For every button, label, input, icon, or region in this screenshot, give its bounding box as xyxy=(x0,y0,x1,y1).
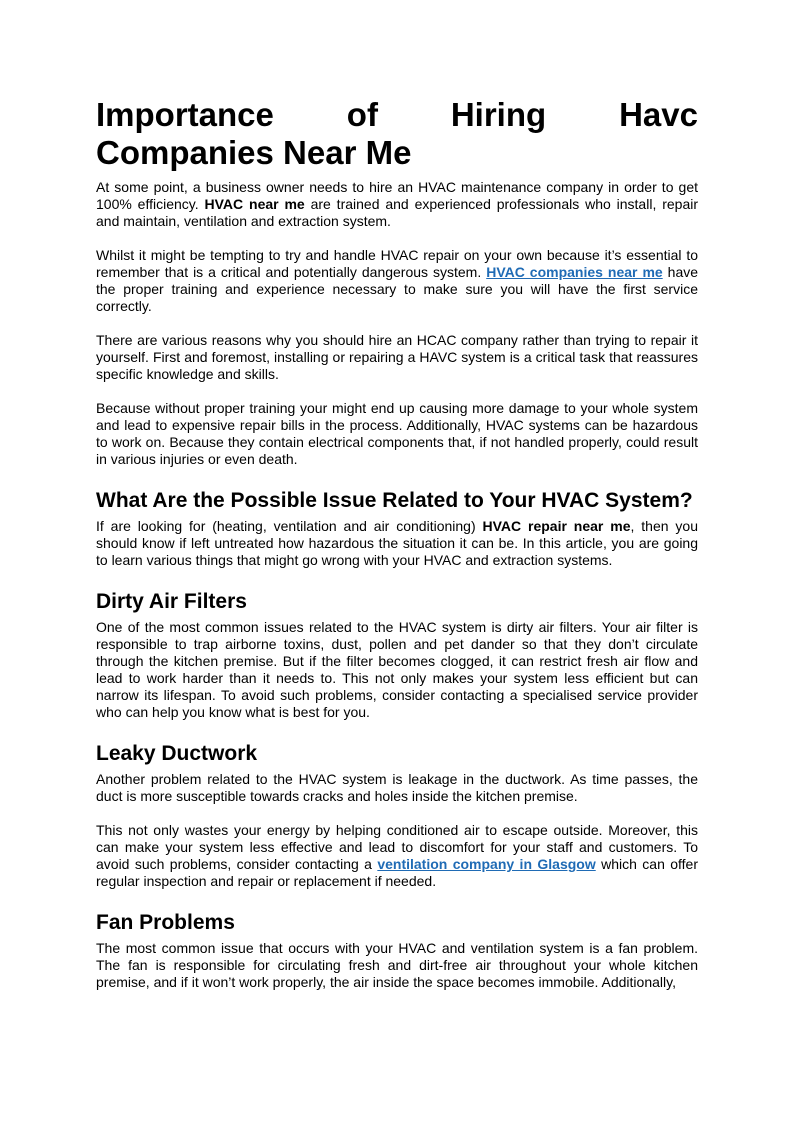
section-heading-fan: Fan Problems xyxy=(96,911,235,934)
issues-paragraph-1: If are looking for (heating, ventilation and air conditioning) HVAC repair near me, then you should know if left untreated how hazardous the situation it can be. In this article, you are going to learn various things that might go wrong with your HVAC and extraction systems. xyxy=(96,518,698,568)
bold-keyword: HVAC near me xyxy=(204,196,305,212)
page-title-line2: Companies Near Me xyxy=(96,134,412,171)
intro-paragraph-2: Whilst it might be tempting to try and handle HVAC repair on your own because it’s essential to remember that is a critical and potentially dangerous system. HVAC companies near me have the proper training and experience necessary to make sure you will have the first service correctly. xyxy=(96,247,699,314)
fan-paragraph-1: The most common issue that occurs with your HVAC and ventilation system is a fan problem. The fan is responsible for circulating fresh and dirt-free air throughout your whole kitchen premise, and if it won’t work properly, the air inside the space becomes immobile. Additionally, xyxy=(96,940,698,990)
title-word: of xyxy=(346,96,378,133)
ductwork-paragraph-1: Another problem related to the HVAC system is leakage in the ductwork. As time passes, the duct is more susceptible towards cracks and holes inside the kitchen premise. xyxy=(96,771,698,804)
section-heading-issues: What Are the Possible Issue Related to Your HVAC System? xyxy=(96,489,693,512)
document-page xyxy=(96,96,698,991)
title-word: Hiring xyxy=(450,96,547,133)
intro-paragraph-3: There are various reasons why you should hire an HCAC company rather than trying to repair it yourself. First and foremost, installing or repairing a HAVC system is a critical task that reassures specific knowledge and skills. xyxy=(96,332,698,382)
title-word: Importance xyxy=(96,96,274,133)
bold-keyword: HVAC repair near me xyxy=(482,518,631,534)
section-heading-filters: Dirty Air Filters xyxy=(96,590,247,613)
section-heading-ductwork: Leaky Ductwork xyxy=(96,742,258,765)
ventilation-company-link[interactable]: ventilation company in Glasgow xyxy=(377,856,596,872)
ductwork-paragraph-2: This not only wastes your energy by helping conditioned air to escape outside. Moreover, this can make your system less effective and lead to discomfort for your staff and customers. To avoid such problems, consider contacting a ventilation company in Glasgow which can offer regular inspection and repair or replacement if needed. xyxy=(96,822,699,889)
filters-paragraph-1: One of the most common issues related to the HVAC system is dirty air filters. Your air filter is responsible to trap airborne toxins, dust, pollen and pet dander so that they don’t circulate through the kitchen premise. But if the filter becomes clogged, it can restrict fresh air flow and lead to work harder than it needs to. This not only makes your system less efficient but can narrow its lifespan. To avoid such problems, consider contacting a specialised service provider who can help you know what is best for you. xyxy=(96,619,698,720)
title-word: Havc xyxy=(619,96,698,133)
hvac-companies-link[interactable]: HVAC companies near me xyxy=(486,264,663,280)
page-title xyxy=(96,96,698,172)
intro-paragraph-1: At some point, a business owner needs to hire an HVAC maintenance company in order to get 100% efficiency. HVAC near me are trained and experienced professionals who install, repair and maintain, ventilation and extraction system. xyxy=(96,179,698,229)
intro-paragraph-4: Because without proper training your might end up causing more damage to your whole system and lead to expensive repair bills in the process. Additionally, HVAC systems can be hazardous to work on. Because they contain electrical components that, if not handled properly, could result in various injuries or even death. xyxy=(96,400,698,467)
page-title-line1 xyxy=(96,96,698,134)
